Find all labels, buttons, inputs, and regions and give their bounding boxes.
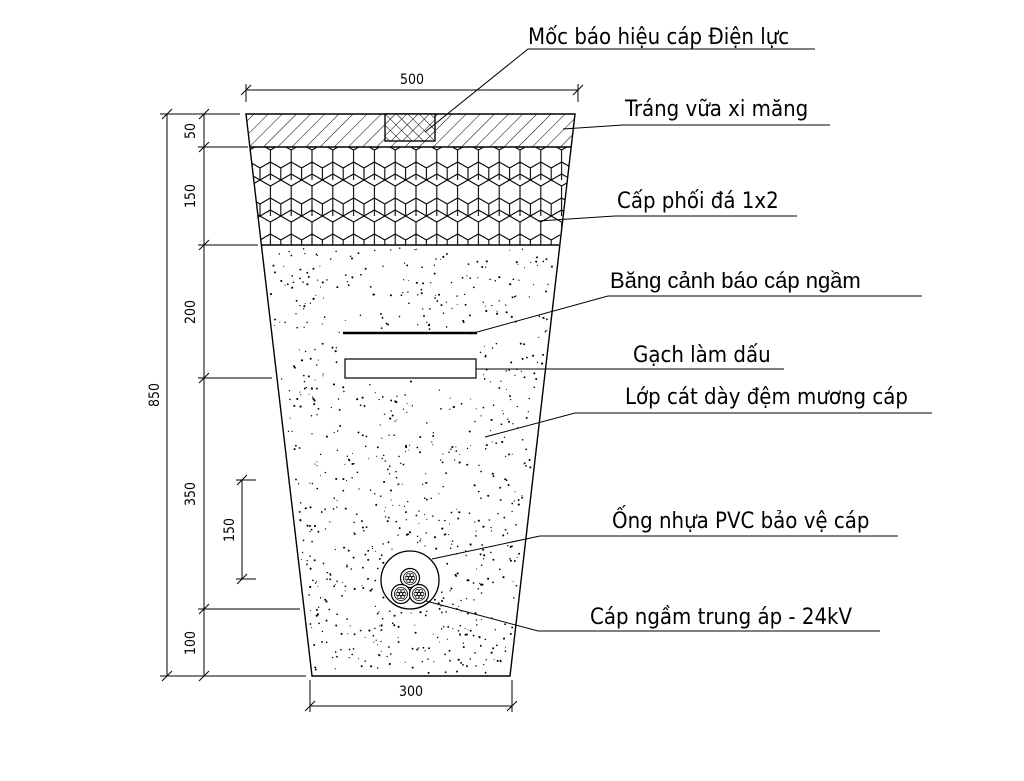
trench: [240, 114, 580, 676]
leader-cement: [563, 125, 830, 129]
dim-layer-sand: 350: [183, 481, 199, 507]
cable-core-2: [392, 585, 411, 604]
dim-layer-cement: 50: [183, 122, 199, 140]
gravel-layer: [250, 147, 580, 245]
label-pvc-pipe: Ống nhựa PVC bảo vệ cáp: [612, 509, 870, 534]
leader-gravel: [538, 216, 797, 221]
labels: [528, 25, 908, 630]
dim-pipe-depth: 150: [222, 517, 238, 543]
label-marker: Mốc báo hiệu cáp Điện lực: [528, 25, 790, 50]
dim-layer-gravel: 150: [183, 183, 199, 209]
label-cable: Cáp ngầm trung áp - 24kV: [590, 605, 853, 630]
label-gravel: Cấp phối đá 1x2: [617, 189, 779, 214]
label-cement: Tráng vữa xi măng: [625, 97, 809, 122]
cable-core-3: [410, 585, 429, 604]
leader-sand: [485, 413, 932, 437]
dim-layer-tape: 200: [183, 299, 199, 325]
label-warning-tape: Băng cảnh báo cáp ngầm: [610, 268, 861, 293]
signal-marker-fill: [385, 114, 435, 141]
dim-top-width: 500: [399, 72, 425, 88]
dim-total-depth: 850: [147, 382, 163, 408]
dim-layer-bottom: 100: [183, 630, 199, 656]
label-sand-layer: Lớp cát dày đệm mương cáp: [625, 385, 908, 410]
label-marking-brick: Gạch làm dấu: [633, 343, 771, 368]
marking-brick: [345, 359, 476, 378]
dim-bottom-width: 300: [398, 684, 424, 700]
